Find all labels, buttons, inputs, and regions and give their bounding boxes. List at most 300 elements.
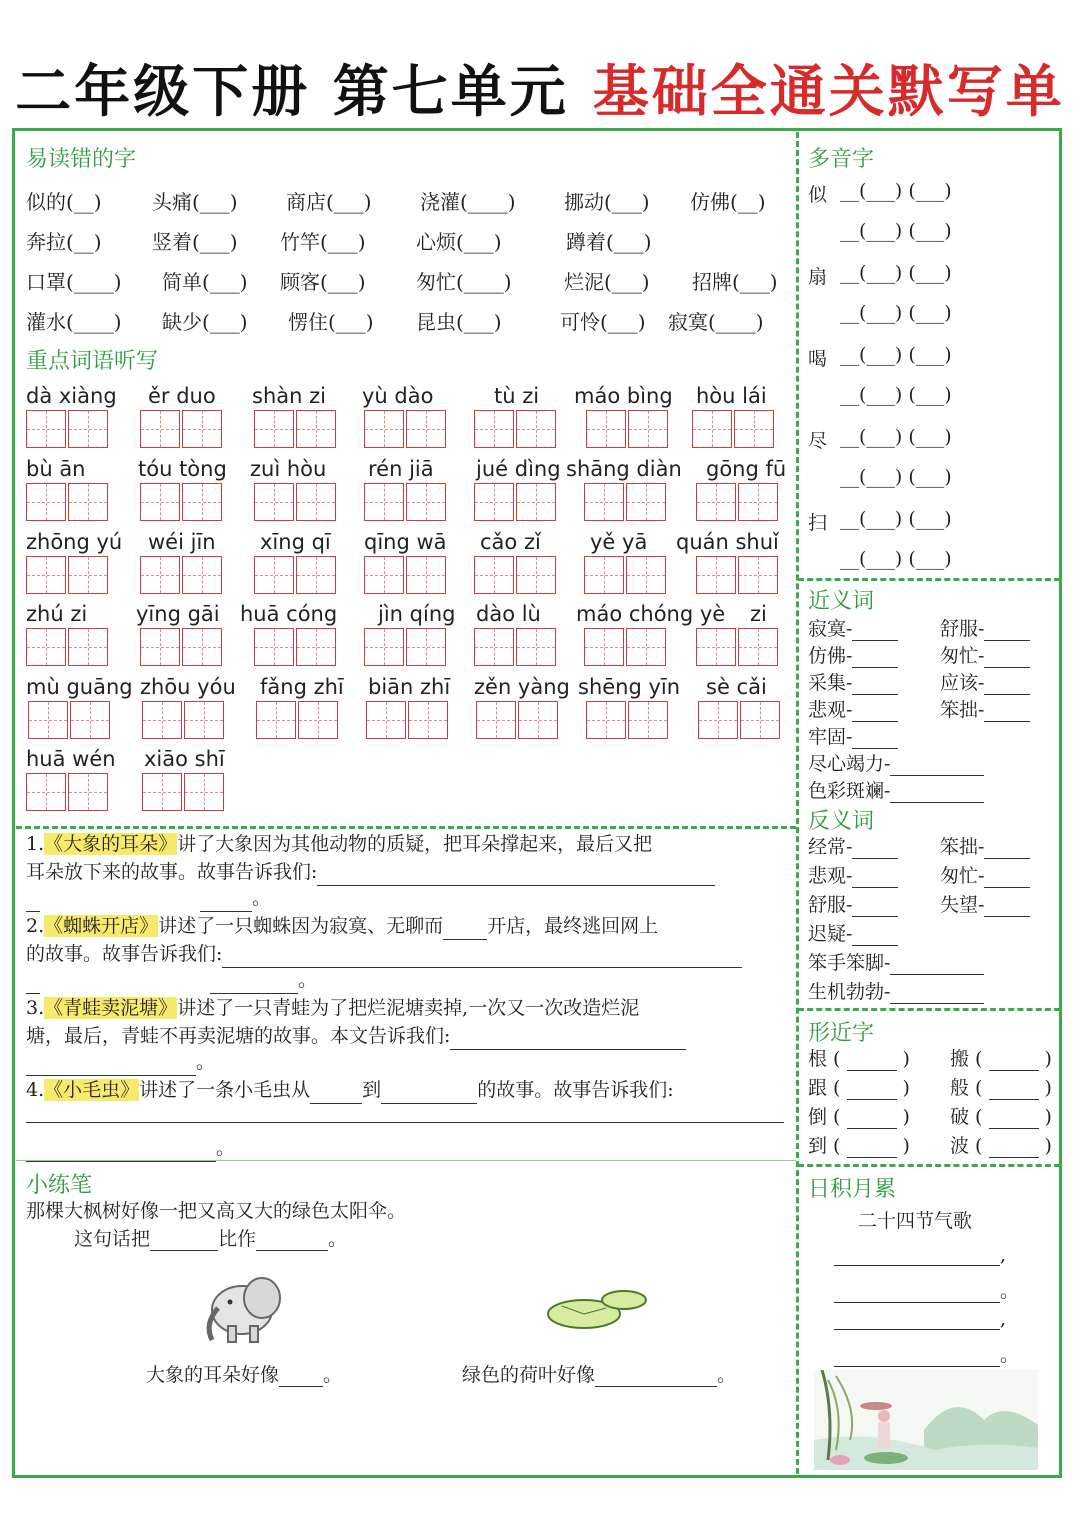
tianzige-grid[interactable] bbox=[364, 556, 448, 594]
answer-blank[interactable] bbox=[847, 1052, 897, 1071]
polyphone-char: 扫 bbox=[808, 512, 828, 534]
tianzige-grid[interactable] bbox=[140, 556, 224, 594]
word-item: 舒服- bbox=[808, 890, 898, 917]
misread-item: 头痛(___) bbox=[152, 190, 238, 214]
tianzige-grid[interactable] bbox=[26, 410, 110, 448]
tianzige-cell[interactable] bbox=[626, 628, 666, 666]
answer-blank[interactable] bbox=[310, 1085, 362, 1104]
answer-blank[interactable] bbox=[984, 622, 1030, 641]
column-divider bbox=[796, 132, 799, 1474]
answer-blank[interactable] bbox=[847, 1110, 897, 1129]
question-3: 3.《青蛙卖泥塘》讲述了一只青蛙为了把烂泥塘卖掉,一次又一次改造烂泥 bbox=[26, 997, 640, 1019]
answer-blank[interactable] bbox=[852, 927, 898, 946]
tianzige-cell[interactable] bbox=[740, 701, 780, 739]
answer-blank[interactable] bbox=[279, 1368, 323, 1387]
elephant-prompt: 大象的耳朵好像 。 bbox=[146, 1364, 343, 1386]
answer-blank[interactable] bbox=[989, 1081, 1039, 1100]
misread-item: 昆虫(___) bbox=[416, 310, 502, 334]
tianzige-cell[interactable] bbox=[474, 628, 514, 666]
polyphone-char: 尽 bbox=[808, 430, 828, 452]
question-4: 4.《小毛虫》讲述了一条小毛虫从 到 的故事。故事告诉我们: bbox=[26, 1076, 674, 1104]
polyphone-blank[interactable]: __(___) (___) bbox=[840, 466, 952, 488]
tianzige-cell[interactable] bbox=[182, 483, 222, 521]
pinyin-label: jìn qíng bbox=[378, 602, 456, 626]
tianzige-grid[interactable] bbox=[474, 628, 558, 666]
tianzige-cell[interactable] bbox=[256, 701, 296, 739]
pinyin-label: tù zi bbox=[494, 384, 540, 408]
word-item: 失望- bbox=[940, 890, 1030, 917]
answer-blank[interactable] bbox=[890, 985, 984, 1004]
tianzige-cell[interactable] bbox=[518, 701, 558, 739]
tianzige-cell[interactable] bbox=[68, 483, 108, 521]
answer-blank[interactable] bbox=[834, 1284, 1000, 1303]
tianzige-cell[interactable] bbox=[182, 556, 222, 594]
section-divider bbox=[798, 1164, 1060, 1167]
book-title: 《青蛙卖泥塘》 bbox=[44, 997, 178, 1019]
tianzige-cell[interactable] bbox=[406, 556, 446, 594]
word-item: 牢固- bbox=[808, 722, 898, 749]
tianzige-cell[interactable] bbox=[26, 483, 66, 521]
pinyin-label: zhōu yóu bbox=[140, 675, 236, 699]
misread-item: 缺少(___) bbox=[162, 310, 248, 334]
tianzige-cell[interactable] bbox=[184, 773, 224, 811]
word-item: 寂寞- bbox=[808, 614, 898, 641]
tianzige-grid[interactable] bbox=[26, 773, 110, 811]
tianzige-grid[interactable] bbox=[28, 701, 112, 739]
tianzige-grid[interactable] bbox=[474, 410, 558, 448]
answer-blank[interactable] bbox=[989, 1139, 1039, 1158]
tianzige-cell[interactable] bbox=[696, 628, 736, 666]
pinyin-label: yě yā bbox=[590, 530, 648, 554]
title-highlight: 基础全通关默写单 bbox=[592, 60, 1065, 125]
answer-blank[interactable] bbox=[852, 676, 898, 695]
pinyin-label: hòu lái bbox=[696, 384, 767, 408]
pinyin-label: wéi jīn bbox=[148, 530, 216, 554]
pinyin-label: zěn yàng bbox=[474, 675, 570, 699]
misread-item: 简单(___) bbox=[162, 270, 248, 294]
tianzige-cell[interactable] bbox=[628, 701, 668, 739]
tianzige-grid[interactable] bbox=[692, 410, 776, 448]
tianzige-cell[interactable] bbox=[406, 628, 446, 666]
word-item: 匆忙- bbox=[940, 861, 1030, 888]
section-divider bbox=[798, 578, 1060, 581]
answer-blank[interactable] bbox=[989, 1110, 1039, 1129]
tianzige-cell[interactable] bbox=[734, 410, 774, 448]
word-item: 悲观- bbox=[808, 695, 898, 722]
landscape-painting bbox=[814, 1370, 1038, 1470]
word-item: 笨拙- bbox=[940, 695, 1030, 722]
tianzige-grid[interactable] bbox=[26, 556, 110, 594]
pinyin-label: fǎng zhī bbox=[260, 675, 344, 699]
answer-blank[interactable] bbox=[852, 703, 898, 722]
tianzige-cell[interactable] bbox=[516, 628, 556, 666]
misread-item: 仿佛(__) bbox=[690, 190, 766, 214]
word-item: 笨手笨脚- bbox=[808, 948, 984, 975]
answer-blank[interactable] bbox=[984, 649, 1030, 668]
tianzige-grid[interactable] bbox=[256, 701, 340, 739]
misread-item: 浇灌(____) bbox=[420, 190, 516, 214]
tianzige-cell[interactable] bbox=[68, 410, 108, 448]
tianzige-cell[interactable] bbox=[140, 410, 180, 448]
misread-heading: 易读错的字 bbox=[26, 147, 137, 172]
pinyin-label: zuì hòu bbox=[250, 457, 327, 481]
tianzige-cell[interactable] bbox=[626, 556, 666, 594]
answer-blank[interactable] bbox=[984, 840, 1030, 859]
pinyin-label: rén jiā bbox=[368, 457, 434, 481]
pinyin-label: xīng qī bbox=[260, 530, 331, 554]
poem-line: 。 bbox=[834, 1276, 1019, 1303]
polyphone-blank[interactable]: __(___) (___) bbox=[840, 344, 952, 366]
answer-blank[interactable] bbox=[26, 893, 40, 912]
tianzige-grid[interactable] bbox=[584, 483, 668, 521]
polyphone-char: 喝 bbox=[808, 348, 828, 370]
answer-blank[interactable] bbox=[852, 622, 898, 641]
tianzige-grid[interactable] bbox=[586, 701, 670, 739]
similar-char: 到 ( ) bbox=[808, 1135, 910, 1157]
pinyin-label: tóu tòng bbox=[138, 457, 227, 481]
tianzige-cell[interactable] bbox=[408, 701, 448, 739]
tianzige-cell[interactable] bbox=[516, 410, 556, 448]
tianzige-cell[interactable] bbox=[296, 556, 336, 594]
tianzige-grid[interactable] bbox=[584, 628, 668, 666]
pinyin-label: sè cǎi bbox=[706, 675, 767, 699]
tianzige-cell[interactable] bbox=[26, 628, 66, 666]
similar-char: 跟 ( ) bbox=[808, 1077, 910, 1099]
poem-title: 二十四节气歌 bbox=[858, 1210, 973, 1232]
pinyin-label: mù guāng bbox=[26, 675, 133, 699]
dictation-heading: 重点词语听写 bbox=[26, 349, 159, 374]
answer-blank[interactable] bbox=[890, 757, 984, 776]
tianzige-cell[interactable] bbox=[140, 556, 180, 594]
misread-item: 烂泥(___) bbox=[564, 270, 650, 294]
title-main: 二年级下册 第七单元 bbox=[15, 60, 569, 125]
answer-blank[interactable] bbox=[450, 1031, 686, 1050]
polyphone-blank[interactable]: __(___) (___) bbox=[840, 426, 952, 448]
misread-item: 可怜(___) bbox=[560, 310, 646, 334]
answer-blank[interactable] bbox=[200, 893, 252, 912]
polyphone-blank[interactable]: __(___) (___) bbox=[840, 548, 952, 570]
tianzige-cell[interactable] bbox=[26, 556, 66, 594]
lotus-prompt: 绿色的荷叶好像 。 bbox=[462, 1364, 737, 1386]
practice-heading: 小练笔 bbox=[26, 1173, 93, 1198]
pinyin-label: shàn zi bbox=[252, 384, 326, 408]
pinyin-label: yīng gāi bbox=[136, 602, 220, 626]
tianzige-cell[interactable] bbox=[140, 483, 180, 521]
tianzige-cell[interactable] bbox=[406, 410, 446, 448]
pinyin-label: dào lù bbox=[476, 602, 541, 626]
answer-blank[interactable] bbox=[150, 1232, 218, 1251]
answer-blank[interactable] bbox=[984, 898, 1030, 917]
tianzige-cell[interactable] bbox=[406, 483, 446, 521]
pinyin-label: jué dìng bbox=[476, 457, 561, 481]
tianzige-cell[interactable] bbox=[584, 628, 624, 666]
similar-char: 波 ( ) bbox=[950, 1135, 1052, 1157]
answer-blank[interactable] bbox=[984, 703, 1030, 722]
tianzige-grid[interactable] bbox=[696, 483, 780, 521]
tianzige-grid[interactable] bbox=[142, 773, 226, 811]
polyphone-char: 似 bbox=[808, 184, 828, 206]
tianzige-cell[interactable] bbox=[696, 483, 736, 521]
pinyin-label: dà xiàng bbox=[26, 384, 117, 408]
pinyin-label: shēng yīn bbox=[578, 675, 681, 699]
answer-blank[interactable] bbox=[989, 1052, 1039, 1071]
answer-line[interactable] bbox=[26, 1122, 784, 1123]
misread-item: 愣住(___) bbox=[288, 310, 374, 334]
misread-item: 灌水(____) bbox=[26, 310, 122, 334]
tianzige-cell[interactable] bbox=[364, 483, 404, 521]
word-item: 色彩斑斓- bbox=[808, 776, 984, 803]
answer-blank[interactable] bbox=[834, 1348, 1000, 1367]
pinyin-label: yù dào bbox=[362, 384, 434, 408]
section-divider bbox=[798, 1008, 1060, 1011]
tianzige-grid[interactable] bbox=[584, 556, 668, 594]
answer-blank[interactable] bbox=[834, 1247, 1000, 1266]
tianzige-grid[interactable] bbox=[26, 483, 110, 521]
poem-line: , bbox=[834, 1308, 1006, 1330]
answer-blank[interactable] bbox=[834, 1311, 1000, 1330]
book-title: 《小毛虫》 bbox=[44, 1079, 140, 1101]
pinyin-label: huā cóng bbox=[240, 602, 338, 626]
tianzige-cell[interactable] bbox=[26, 773, 66, 811]
polyphone-blank[interactable]: __(___) (___) bbox=[840, 384, 952, 406]
practice-sentence: 那棵大枫树好像一把又高又大的绿色太阳伞。 bbox=[26, 1200, 407, 1222]
polyphone-char: 扇 bbox=[808, 266, 828, 288]
misread-item: 竖着(___) bbox=[152, 230, 238, 254]
polyphone-blank[interactable]: __(___) (___) bbox=[840, 180, 952, 202]
answer-blank[interactable] bbox=[852, 730, 898, 749]
similar-char: 破 ( ) bbox=[950, 1106, 1052, 1128]
tianzige-grid[interactable] bbox=[476, 701, 560, 739]
tianzige-cell[interactable] bbox=[516, 556, 556, 594]
misread-item: 口罩(____) bbox=[26, 270, 122, 294]
tianzige-cell[interactable] bbox=[254, 556, 294, 594]
tianzige-cell[interactable] bbox=[184, 701, 224, 739]
pinyin-label: máo bìng bbox=[574, 384, 673, 408]
tianzige-cell[interactable] bbox=[298, 701, 338, 739]
word-item: 采集- bbox=[808, 668, 898, 695]
answer-blank[interactable] bbox=[210, 975, 298, 994]
pinyin-label: biān zhī bbox=[368, 675, 451, 699]
tianzige-cell[interactable] bbox=[476, 701, 516, 739]
misread-item: 商店(___) bbox=[286, 190, 372, 214]
tianzige-grid[interactable] bbox=[140, 410, 224, 448]
tianzige-cell[interactable] bbox=[738, 556, 778, 594]
tianzige-cell[interactable] bbox=[254, 410, 294, 448]
tianzige-cell[interactable] bbox=[254, 483, 294, 521]
pinyin-label: xiāo shī bbox=[144, 747, 225, 771]
tianzige-grid[interactable] bbox=[254, 556, 338, 594]
answer-blank[interactable] bbox=[317, 867, 715, 886]
question-2-line2: 的故事。故事告诉我们: bbox=[26, 940, 742, 968]
tianzige-cell[interactable] bbox=[142, 701, 182, 739]
tianzige-cell[interactable] bbox=[692, 410, 732, 448]
answer-blank[interactable] bbox=[984, 676, 1030, 695]
tianzige-cell[interactable] bbox=[140, 628, 180, 666]
tianzige-cell[interactable] bbox=[70, 701, 110, 739]
answer-blank[interactable] bbox=[26, 1057, 196, 1076]
pinyin-label: qīng wā bbox=[364, 530, 447, 554]
question-3-line2: 塘，最后，青蛙不再卖泥塘的故事。本文告诉我们: bbox=[26, 1022, 686, 1050]
antonyms-heading: 反义词 bbox=[808, 809, 875, 834]
word-item: 尽心竭力- bbox=[808, 749, 984, 776]
question-4-line3: 。 bbox=[26, 1134, 235, 1162]
tianzige-grid[interactable] bbox=[698, 701, 782, 739]
answer-blank[interactable] bbox=[256, 1232, 328, 1251]
tianzige-cell[interactable] bbox=[738, 483, 778, 521]
answer-blank[interactable] bbox=[852, 869, 898, 888]
polyphone-blank[interactable]: __(___) (___) bbox=[840, 508, 952, 530]
tianzige-grid[interactable] bbox=[140, 483, 224, 521]
tianzige-cell[interactable] bbox=[696, 556, 736, 594]
misread-item: 匆忙(____) bbox=[416, 270, 512, 294]
tianzige-cell[interactable] bbox=[626, 483, 666, 521]
word-item: 迟疑- bbox=[808, 919, 898, 946]
tianzige-cell[interactable] bbox=[296, 410, 336, 448]
tianzige-cell[interactable] bbox=[366, 701, 406, 739]
word-item: 生机勃勃- bbox=[808, 977, 984, 1004]
lotus-leaf-image bbox=[542, 1284, 652, 1336]
tianzige-cell[interactable] bbox=[474, 556, 514, 594]
answer-blank[interactable] bbox=[890, 784, 984, 803]
answer-blank[interactable] bbox=[847, 1139, 897, 1158]
pinyin-label: cǎo zǐ bbox=[480, 530, 541, 554]
similar-char: 根 ( ) bbox=[808, 1048, 910, 1070]
tianzige-cell[interactable] bbox=[296, 628, 336, 666]
question-3-line3: 。 bbox=[26, 1048, 215, 1076]
tianzige-grid[interactable] bbox=[254, 483, 338, 521]
tianzige-grid[interactable] bbox=[254, 628, 338, 666]
pinyin-label: quán shuǐ bbox=[676, 530, 779, 554]
tianzige-grid[interactable] bbox=[696, 556, 780, 594]
similar-heading: 形近字 bbox=[808, 1021, 875, 1046]
pinyin-label: shāng diàn bbox=[566, 457, 682, 481]
question-1-line3: 。 bbox=[26, 884, 271, 912]
polyphone-blank[interactable]: __(___) (___) bbox=[840, 302, 952, 324]
answer-blank[interactable] bbox=[890, 956, 984, 975]
misread-item: 心烦(___) bbox=[416, 230, 502, 254]
tianzige-cell[interactable] bbox=[628, 410, 668, 448]
tianzige-grid[interactable] bbox=[364, 410, 448, 448]
tianzige-grid[interactable] bbox=[364, 628, 448, 666]
pinyin-label: zhú zi bbox=[26, 602, 88, 626]
poem-line: 。 bbox=[834, 1340, 1019, 1367]
misread-item: 奔拉(__) bbox=[26, 230, 102, 254]
tianzige-cell[interactable] bbox=[182, 410, 222, 448]
tianzige-grid[interactable] bbox=[696, 628, 780, 666]
daily-heading: 日积月累 bbox=[808, 1177, 897, 1202]
tianzige-cell[interactable] bbox=[516, 483, 556, 521]
tianzige-cell[interactable] bbox=[584, 483, 624, 521]
word-item: 匆忙- bbox=[940, 641, 1030, 668]
tianzige-cell[interactable] bbox=[296, 483, 336, 521]
practice-analysis: 这句话把 比作 。 bbox=[74, 1228, 348, 1250]
tianzige-cell[interactable] bbox=[474, 483, 514, 521]
polyphone-blank[interactable]: __(___) (___) bbox=[840, 262, 952, 284]
tianzige-cell[interactable] bbox=[142, 773, 182, 811]
pinyin-label: zi bbox=[750, 602, 767, 626]
answer-blank[interactable] bbox=[852, 840, 898, 859]
tianzige-grid[interactable] bbox=[142, 701, 226, 739]
word-item: 应该- bbox=[940, 668, 1030, 695]
tianzige-cell[interactable] bbox=[26, 410, 66, 448]
section-divider bbox=[16, 826, 796, 829]
tianzige-cell[interactable] bbox=[364, 410, 404, 448]
similar-char: 搬 ( ) bbox=[950, 1048, 1052, 1070]
tianzige-grid[interactable] bbox=[26, 628, 110, 666]
answer-blank[interactable] bbox=[847, 1081, 897, 1100]
tianzige-grid[interactable] bbox=[366, 701, 450, 739]
elephant-image bbox=[190, 1268, 290, 1348]
tianzige-cell[interactable] bbox=[586, 701, 626, 739]
tianzige-cell[interactable] bbox=[182, 628, 222, 666]
tianzige-cell[interactable] bbox=[364, 628, 404, 666]
polyphone-heading: 多音字 bbox=[808, 147, 875, 172]
tianzige-grid[interactable] bbox=[254, 410, 338, 448]
answer-blank[interactable] bbox=[443, 921, 487, 940]
misread-item: 蹲着(___) bbox=[566, 230, 652, 254]
tianzige-grid[interactable] bbox=[364, 483, 448, 521]
word-item: 悲观- bbox=[808, 861, 898, 888]
tianzige-cell[interactable] bbox=[738, 628, 778, 666]
pinyin-label: máo chóng yè bbox=[576, 602, 726, 626]
book-title: 《大象的耳朵》 bbox=[44, 833, 178, 855]
tianzige-cell[interactable] bbox=[68, 556, 108, 594]
synonyms-heading: 近义词 bbox=[808, 589, 875, 614]
tianzige-cell[interactable] bbox=[68, 773, 108, 811]
tianzige-grid[interactable] bbox=[474, 556, 558, 594]
answer-blank[interactable] bbox=[852, 649, 898, 668]
word-item: 仿佛- bbox=[808, 641, 898, 668]
misread-item: 竹竿(___) bbox=[280, 230, 366, 254]
word-item: 笨拙- bbox=[940, 832, 1030, 859]
book-title: 《蜘蛛开店》 bbox=[44, 915, 159, 937]
tianzige-cell[interactable] bbox=[364, 556, 404, 594]
answer-blank[interactable] bbox=[984, 869, 1030, 888]
tianzige-cell[interactable] bbox=[586, 410, 626, 448]
tianzige-cell[interactable] bbox=[68, 628, 108, 666]
section-divider bbox=[16, 1160, 796, 1161]
pinyin-label: gōng fū bbox=[706, 457, 787, 481]
question-2-line3: 。 bbox=[26, 966, 317, 994]
misread-item: 似的(__) bbox=[26, 190, 102, 214]
polyphone-blank[interactable]: __(___) (___) bbox=[840, 220, 952, 242]
poem-line: , bbox=[834, 1244, 1006, 1266]
tianzige-grid[interactable] bbox=[474, 483, 558, 521]
tianzige-cell[interactable] bbox=[584, 556, 624, 594]
pinyin-label: huā wén bbox=[26, 747, 116, 771]
misread-item: 招牌(___) bbox=[692, 270, 778, 294]
pinyin-label: zhōng yú bbox=[26, 530, 123, 554]
tianzige-cell[interactable] bbox=[474, 410, 514, 448]
misread-item: 寂寞(____) bbox=[668, 310, 764, 334]
answer-blank[interactable] bbox=[852, 898, 898, 917]
tianzige-cell[interactable] bbox=[698, 701, 738, 739]
word-item: 舒服- bbox=[940, 614, 1030, 641]
answer-blank[interactable] bbox=[26, 975, 40, 994]
tianzige-cell[interactable] bbox=[254, 628, 294, 666]
tianzige-cell[interactable] bbox=[28, 701, 68, 739]
question-2: 2.《蜘蛛开店》讲述了一只蜘蛛因为寂寞、无聊而 开店，最终逃回网上 bbox=[26, 912, 658, 940]
answer-blank[interactable] bbox=[595, 1368, 717, 1387]
pinyin-label: ěr duo bbox=[148, 384, 216, 408]
similar-char: 倒 ( ) bbox=[808, 1106, 910, 1128]
misread-item: 挪动(___) bbox=[564, 190, 650, 214]
tianzige-grid[interactable] bbox=[140, 628, 224, 666]
answer-blank[interactable] bbox=[381, 1085, 477, 1104]
similar-char: 般 ( ) bbox=[950, 1077, 1052, 1099]
page-title bbox=[0, 48, 1080, 128]
tianzige-grid[interactable] bbox=[586, 410, 670, 448]
